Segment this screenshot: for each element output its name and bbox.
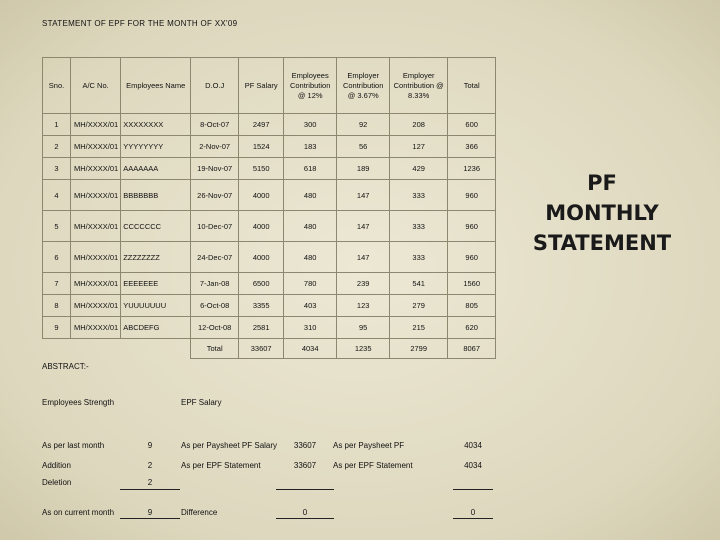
- side-title: [522, 168, 682, 258]
- cell-total: 366: [448, 136, 496, 158]
- cell-acno: MH/XXXX/01: [71, 180, 121, 211]
- cell-employee-contribution: 403: [284, 295, 337, 317]
- cell-acno: MH/XXXX/01: [71, 158, 121, 180]
- cell-employee-contribution: 183: [284, 136, 337, 158]
- addition-label: Addition: [42, 461, 71, 470]
- cell-sno: 3: [43, 158, 71, 180]
- header-pf-salary: PF Salary: [239, 58, 284, 114]
- total-employer-contribution-833: 2799: [390, 339, 448, 359]
- header-employee-contribution: Employees Contribution @ 12%: [284, 58, 337, 114]
- table-row: [43, 114, 496, 136]
- cell-doj: 7-Jan-08: [191, 273, 239, 295]
- last-month-value: 9: [147, 441, 153, 450]
- side-title-line-2: MONTHLY: [545, 201, 659, 225]
- cell-employer-contribution-367: 95: [337, 317, 390, 339]
- cell-name: YUUUUUUU: [121, 295, 191, 317]
- cell-employer-contribution-367: 147: [337, 211, 390, 242]
- statement-label: As per EPF Statement: [181, 461, 261, 470]
- paysheet-salary-label: As per Paysheet PF Salary: [181, 441, 278, 450]
- cell-employee-contribution: 480: [284, 211, 337, 242]
- cell-pf-salary: 4000: [239, 180, 284, 211]
- table-row: [43, 211, 496, 242]
- strength-heading: Employees Strength: [42, 398, 115, 407]
- cell-employer-contribution-367: 56: [337, 136, 390, 158]
- pf-underline: [453, 489, 493, 490]
- cell-doj: 6-Oct-08: [191, 295, 239, 317]
- cell-acno: MH/XXXX/01: [71, 136, 121, 158]
- cell-name: BBBBBBB: [121, 180, 191, 211]
- cell-employer-contribution-367: 123: [337, 295, 390, 317]
- table-row: [43, 180, 496, 211]
- cell-doj: 8-Oct-07: [191, 114, 239, 136]
- header-name: Employees Name: [121, 58, 191, 114]
- abstract-label: ABSTRACT:-: [42, 362, 89, 371]
- cell-acno: MH/XXXX/01: [71, 317, 121, 339]
- cell-name: AAAAAAA: [121, 158, 191, 180]
- pf-difference-value: 0: [470, 508, 476, 517]
- statement-pf-label: As per EPF Statement: [333, 461, 413, 470]
- current-month-value: 9: [147, 508, 153, 517]
- paysheet-salary-value: 33607: [293, 441, 317, 450]
- cell-sno: 4: [43, 180, 71, 211]
- cell-pf-salary: 5150: [239, 158, 284, 180]
- table-row: [43, 242, 496, 273]
- cell-name: ABCDEFG: [121, 317, 191, 339]
- cell-acno: MH/XXXX/01: [71, 273, 121, 295]
- cell-employer-contribution-833: 215: [390, 317, 448, 339]
- cell-doj: 19-Nov-07: [191, 158, 239, 180]
- cell-total: 805: [448, 295, 496, 317]
- cell-sno: 1: [43, 114, 71, 136]
- pf-difference-underline: [453, 518, 493, 519]
- salary-underline: [276, 489, 334, 490]
- cell-employee-contribution: 480: [284, 242, 337, 273]
- cell-pf-salary: 1524: [239, 136, 284, 158]
- cell-employer-contribution-367: 147: [337, 242, 390, 273]
- epf-table: [42, 57, 496, 359]
- cell-sno: 8: [43, 295, 71, 317]
- current-month-label: As on current month: [42, 508, 115, 517]
- cell-pf-salary: 3355: [239, 295, 284, 317]
- cell-employee-contribution: 618: [284, 158, 337, 180]
- cell-name: CCCCCCC: [121, 211, 191, 242]
- table-row: [43, 136, 496, 158]
- cell-doj: 26-Nov-07: [191, 180, 239, 211]
- total-employee-contribution: 4034: [284, 339, 337, 359]
- cell-sno: 6: [43, 242, 71, 273]
- cell-employer-contribution-833: 279: [390, 295, 448, 317]
- cell-sno: 2: [43, 136, 71, 158]
- table-header-row: [43, 58, 496, 114]
- cell-total: 620: [448, 317, 496, 339]
- header-acno: A/C No.: [71, 58, 121, 114]
- cell-acno: MH/XXXX/01: [71, 242, 121, 273]
- cell-total: 600: [448, 114, 496, 136]
- cell-acno: MH/XXXX/01: [71, 295, 121, 317]
- table-row: [43, 295, 496, 317]
- cell-sno: 5: [43, 211, 71, 242]
- statement-value: 33607: [293, 461, 317, 470]
- cell-employer-contribution-367: 92: [337, 114, 390, 136]
- total-total: 8067: [448, 339, 496, 359]
- cell-pf-salary: 4000: [239, 211, 284, 242]
- table-row: [43, 317, 496, 339]
- cell-doj: 10-Dec-07: [191, 211, 239, 242]
- side-title-line-1: PF: [587, 171, 617, 195]
- cell-employer-contribution-833: 333: [390, 242, 448, 273]
- addition-value: 2: [147, 461, 153, 470]
- cell-sno: 7: [43, 273, 71, 295]
- header-doj: D.O.J: [191, 58, 239, 114]
- cell-employer-contribution-833: 208: [390, 114, 448, 136]
- cell-employer-contribution-833: 429: [390, 158, 448, 180]
- cell-pf-salary: 2497: [239, 114, 284, 136]
- total-employer-contribution-367: 1235: [337, 339, 390, 359]
- cell-doj: 2-Nov-07: [191, 136, 239, 158]
- cell-employer-contribution-833: 127: [390, 136, 448, 158]
- header-sno: Sno.: [43, 58, 71, 114]
- cell-doj: 24-Dec-07: [191, 242, 239, 273]
- cell-pf-salary: 2581: [239, 317, 284, 339]
- cell-total: 1560: [448, 273, 496, 295]
- cell-total: 960: [448, 180, 496, 211]
- current-month-underline: [120, 518, 180, 519]
- side-title-line-3: STATEMENT: [532, 231, 672, 255]
- paysheet-pf-value: 4034: [464, 441, 482, 450]
- cell-name: ZZZZZZZZ: [121, 242, 191, 273]
- cell-employer-contribution-367: 239: [337, 273, 390, 295]
- cell-employer-contribution-833: 541: [390, 273, 448, 295]
- document-title: STATEMENT OF EPF FOR THE MONTH OF XX'09: [42, 19, 238, 28]
- cell-employer-contribution-367: 147: [337, 180, 390, 211]
- cell-name: EEEEEEE: [121, 273, 191, 295]
- cell-employer-contribution-833: 333: [390, 180, 448, 211]
- table-total-row: [43, 339, 496, 359]
- cell-doj: 12-Oct-08: [191, 317, 239, 339]
- cell-pf-salary: 6500: [239, 273, 284, 295]
- cell-employee-contribution: 300: [284, 114, 337, 136]
- difference-underline: [276, 518, 334, 519]
- header-employer-contribution-833: Employer Contribution @ 8.33%: [390, 58, 448, 114]
- cell-name: YYYYYYYY: [121, 136, 191, 158]
- header-total: Total: [448, 58, 496, 114]
- table-row: [43, 158, 496, 180]
- deletion-value: 2: [147, 478, 153, 487]
- cell-employer-contribution-833: 333: [390, 211, 448, 242]
- cell-employer-contribution-367: 189: [337, 158, 390, 180]
- cell-employee-contribution: 780: [284, 273, 337, 295]
- difference-label: Difference: [181, 508, 218, 517]
- header-employer-contribution-367: Employer Contribution @ 3.67%: [337, 58, 390, 114]
- cell-pf-salary: 4000: [239, 242, 284, 273]
- difference-value: 0: [302, 508, 308, 517]
- table-body: [43, 114, 496, 339]
- cell-total: 960: [448, 211, 496, 242]
- cell-employee-contribution: 480: [284, 180, 337, 211]
- cell-acno: MH/XXXX/01: [71, 114, 121, 136]
- total-pf-salary: 33607: [239, 339, 284, 359]
- deletion-label: Deletion: [42, 478, 72, 487]
- cell-total: 1236: [448, 158, 496, 180]
- last-month-label: As per last month: [42, 441, 105, 450]
- cell-total: 960: [448, 242, 496, 273]
- deletion-underline: [120, 489, 180, 490]
- total-label: Total: [191, 339, 239, 359]
- cell-sno: 9: [43, 317, 71, 339]
- paysheet-pf-label: As per Paysheet PF: [333, 441, 405, 450]
- statement-pf-value: 4034: [464, 461, 482, 470]
- cell-name: XXXXXXXX: [121, 114, 191, 136]
- table-row: [43, 273, 496, 295]
- salary-heading: EPF Salary: [181, 398, 222, 407]
- cell-acno: MH/XXXX/01: [71, 211, 121, 242]
- cell-employee-contribution: 310: [284, 317, 337, 339]
